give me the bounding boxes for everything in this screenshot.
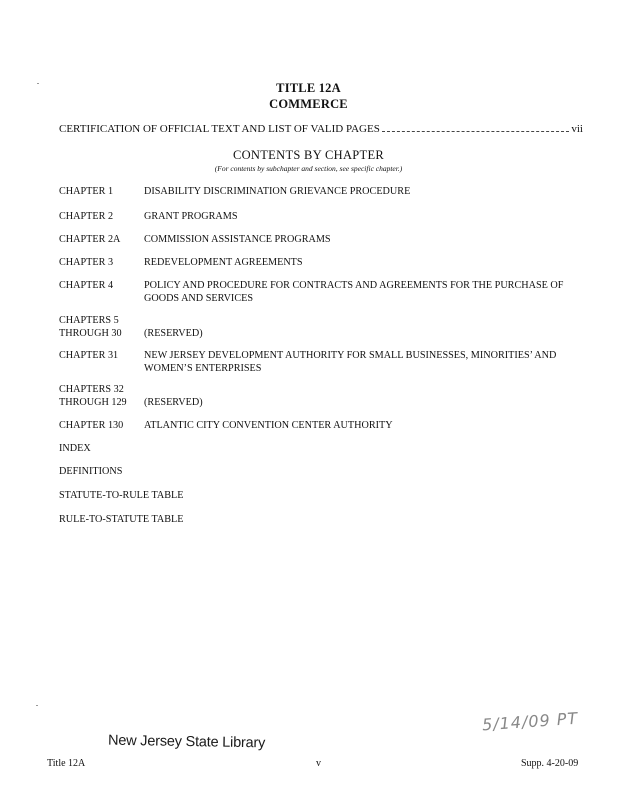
dot-leader xyxy=(382,130,570,132)
certification-text: CERTIFICATION OF OFFICIAL TEXT AND LIST OF VALID PAGES xyxy=(59,123,380,135)
chapter-title: COMMISSION ASSISTANCE PROGRAMS xyxy=(144,234,331,245)
chapter-number: CHAPTER 4 xyxy=(59,280,114,291)
chapter-title: REDEVELOPMENT AGREEMENTS xyxy=(144,257,303,268)
chapter-number xyxy=(59,383,144,409)
chapter-number-line2: THROUGH 129 xyxy=(59,397,127,408)
rule-to-statute-entry: RULE-TO-STATUTE TABLE xyxy=(59,514,184,525)
chapter-number: CHAPTER 2A xyxy=(59,234,121,245)
chapter-number: CHAPTER 1 xyxy=(59,186,114,197)
chapter-title: POLICY AND PROCEDURE FOR CONTRACTS AND AGREEMENTS FOR THE PURCHASE OF GOODS AND SERVICES xyxy=(144,280,564,304)
footer-supplement: Supp. 4-20-09 xyxy=(521,758,579,769)
chapter-number: CHAPTER 3 xyxy=(59,257,114,268)
scan-speck xyxy=(36,705,38,706)
footer-page-number: v xyxy=(316,758,321,769)
scan-speck xyxy=(37,83,39,84)
statute-to-rule-entry: STATUTE-TO-RULE TABLE xyxy=(59,490,184,501)
definitions-entry: DEFINITIONS xyxy=(59,466,123,477)
handwritten-date: 5/14/09 PT xyxy=(481,708,579,735)
chapter-number: CHAPTER 2 xyxy=(59,211,114,222)
chapter-title: (RESERVED) xyxy=(144,328,203,339)
footer-title: Title 12A xyxy=(47,758,86,769)
contents-note: (For contents by subchapter and section, see specific chapter.) xyxy=(214,164,403,173)
chapter-title: ATLANTIC CITY CONVENTION CENTER AUTHORITY xyxy=(144,420,393,431)
chapter-title: DISABILITY DISCRIMINATION GRIEVANCE PROCEDURE xyxy=(144,186,411,197)
chapter-title: GRANT PROGRAMS xyxy=(144,211,238,222)
chapter-title: NEW JERSEY DEVELOPMENT AUTHORITY FOR SMALL BUSINESSES, MINORITIES’ AND WOMEN’S ENTERPRISES xyxy=(144,350,557,374)
certification-line xyxy=(59,121,583,135)
library-stamp: New Jersey State Library xyxy=(107,732,266,752)
subtitle: COMMERCE xyxy=(269,97,348,111)
index-entry: INDEX xyxy=(59,443,91,454)
chapter-number-line1: CHAPTERS 32 xyxy=(59,384,124,395)
title-block xyxy=(0,80,617,112)
contents-heading: CONTENTS BY CHAPTER xyxy=(232,148,385,162)
chapter-title: (RESERVED) xyxy=(144,397,203,408)
chapter-number xyxy=(59,314,144,340)
chapter-number: CHAPTER 31 xyxy=(59,350,119,361)
chapter-number-line1: CHAPTERS 5 xyxy=(59,315,119,326)
chapter-number: CHAPTER 130 xyxy=(59,420,124,431)
chapter-number-line2: THROUGH 30 xyxy=(59,328,122,339)
certification-page: vii xyxy=(571,123,583,135)
title: TITLE 12A xyxy=(276,81,341,95)
